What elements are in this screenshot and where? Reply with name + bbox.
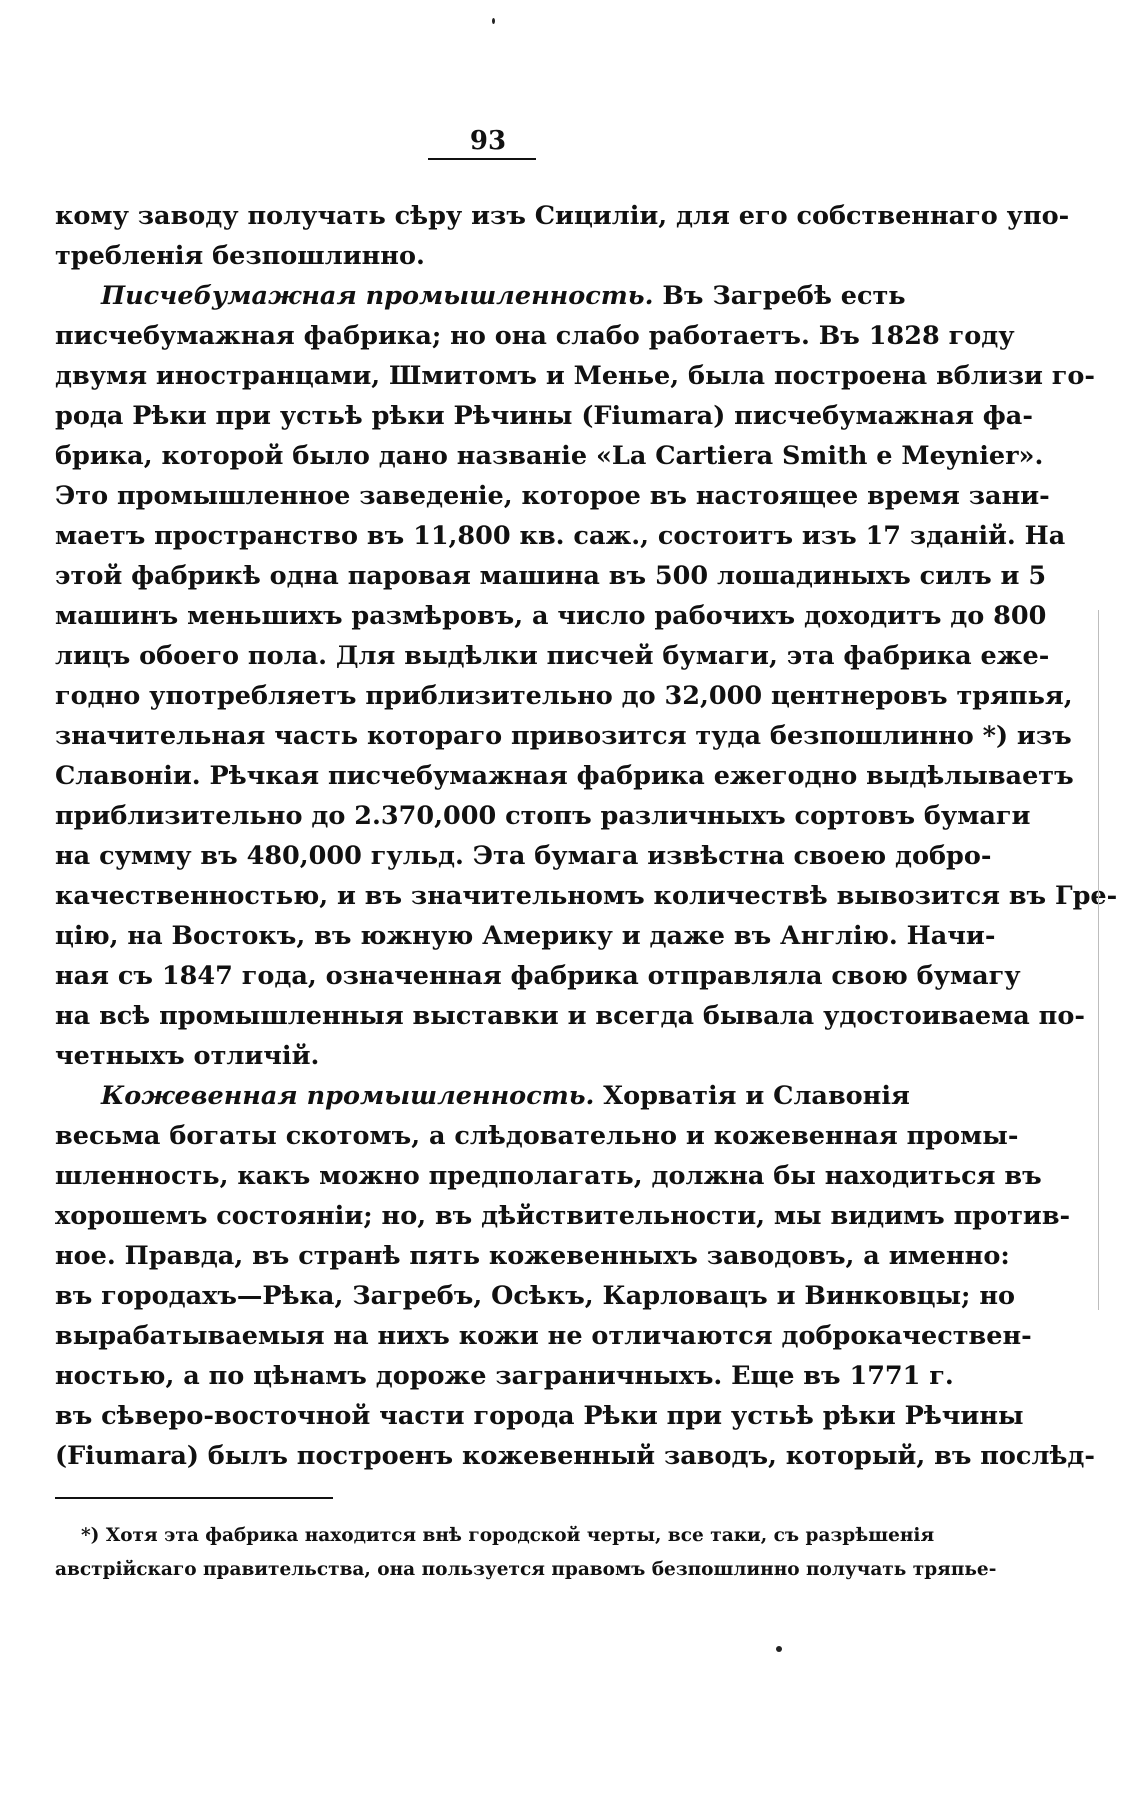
text-line <box>55 796 1031 836</box>
text-line <box>55 1236 1010 1276</box>
text-line-content: на сумму въ 480,000 гульд. Эта бумага извѣстна своею добро- <box>55 841 992 871</box>
text-line <box>55 1436 1095 1476</box>
header-rule <box>428 158 536 160</box>
text-line-content: шленность, какъ можно предполагать, должна бы находиться въ <box>55 1161 1042 1191</box>
section-heading-leather-industry: Кожевенная промышленность. <box>101 1081 595 1111</box>
text-line <box>55 716 1072 756</box>
text-line <box>55 1036 877 1076</box>
text-line-content: четныхъ отличій. <box>55 1041 320 1071</box>
text-line <box>55 396 1033 436</box>
section-heading-paper-industry: Писчебумажная промышленность. <box>101 281 654 311</box>
footnote-line: *) Хотя эта фабрика находится внѣ городской черты, все таки, съ разрѣшенія <box>81 1525 935 1546</box>
text-line-content: на всѣ промышленныя выставки и всегда бывала удостоиваема по- <box>55 1001 1085 1031</box>
text-line <box>55 516 1066 556</box>
scan-speck <box>776 1646 782 1652</box>
text-line-content: Хорватія и Славонія <box>594 1081 910 1111</box>
text-line-content: ностью, а по цѣнамъ дороже заграничныхъ. Еще въ 1771 г. <box>55 1361 954 1391</box>
text-line <box>55 956 1021 996</box>
text-line-content: кому заводу получать сѣру изъ Сициліи, для его собственнаго упо- <box>55 201 1070 231</box>
text-line <box>55 1156 1042 1196</box>
text-line-content: рода Рѣки при устьѣ рѣки Рѣчины (Fiumara) писчебумажная фа- <box>55 401 1033 431</box>
text-line-content: Это промышленное заведеніе, которое въ настоящее время зани- <box>55 481 1050 511</box>
text-line <box>55 836 992 876</box>
text-line <box>55 556 1047 596</box>
text-line-content: въ сѣверо-восточной части города Рѣки при устьѣ рѣки Рѣчины <box>55 1401 1024 1431</box>
text-line <box>55 636 1050 676</box>
text-line-content: годно употребляетъ приблизительно до 32,000 центнеровъ тряпья, <box>55 681 1073 711</box>
text-line <box>55 1356 954 1396</box>
text-line-content: двумя иностранцами, Шмитомъ и Менье, была построена вблизи го- <box>55 361 1095 391</box>
text-line <box>55 916 996 956</box>
scan-speck <box>492 18 495 24</box>
text-line <box>55 996 1085 1036</box>
text-line-content: весьма богаты скотомъ, а слѣдовательно и кожевенная промы- <box>55 1121 1019 1151</box>
text-line-content: писчебумажная фабрика; но она слабо работаетъ. Въ 1828 году <box>55 321 1015 351</box>
text-line-content: брика, которой было дано названіе «La Cartiera Smith e Meynier». <box>55 441 1044 471</box>
page-number: 93 <box>469 126 507 156</box>
text-line-content: машинъ меньшихъ размѣровъ, а число рабочихъ доходитъ до 800 <box>55 601 1047 631</box>
text-line-content: требленія безпошлинно. <box>55 241 425 271</box>
text-line <box>55 1276 1016 1316</box>
text-line-content: цію, на Востокъ, въ южную Америку и даже въ Англію. Начи- <box>55 921 996 951</box>
section-heading-line <box>55 276 906 316</box>
text-line-content: значительная часть котораго привозится туда безпошлинно *) изъ <box>55 721 1072 751</box>
footnote-line: австрійскаго правительства, она пользуется правомъ безпошлинно получать тряпье- <box>55 1559 997 1580</box>
text-line-content: вырабатываемыя на нихъ кожи не отличаются доброкачествен- <box>55 1321 1032 1351</box>
footnote-rule <box>55 1497 333 1499</box>
text-line-content: въ городахъ—Рѣка, Загребъ, Осѣкъ, Карловацъ и Винковцы; но <box>55 1281 1016 1311</box>
text-line <box>55 236 877 276</box>
text-line <box>55 356 1095 396</box>
text-line-content: (Fiumara) былъ построенъ кожевенный заводъ, который, въ послѣд- <box>55 1441 1095 1471</box>
text-line-content: качественностью, и въ значительномъ количествѣ вывозится въ Гре- <box>55 881 1118 911</box>
text-line <box>55 1196 1071 1236</box>
text-line <box>55 476 1050 516</box>
text-line <box>55 1316 1032 1356</box>
text-line <box>55 436 1044 476</box>
text-line-content: ное. Правда, въ странѣ пять кожевенныхъ заводовъ, а именно: <box>55 1241 1010 1271</box>
main-text <box>55 196 1118 1476</box>
text-line-content: Славоніи. Рѣчкая писчебумажная фабрика ежегодно выдѣлываетъ <box>55 761 1074 791</box>
text-line-content: приблизительно до 2.370,000 стопъ различныхъ сортовъ бумаги <box>55 801 1031 831</box>
text-line <box>55 876 1118 916</box>
scan-margin-line <box>1098 610 1099 1310</box>
text-line <box>55 1396 1024 1436</box>
section-heading-line <box>55 1076 910 1116</box>
text-line <box>55 596 1047 636</box>
text-line-content: лицъ обоего пола. Для выдѣлки писчей бумаги, эта фабрика еже- <box>55 641 1050 671</box>
text-line-content: маетъ пространство въ 11,800 кв. саж., состоитъ изъ 17 зданій. На <box>55 521 1066 551</box>
text-line <box>55 676 1073 716</box>
text-line <box>55 756 1074 796</box>
text-line <box>55 196 1070 236</box>
text-line <box>55 316 1015 356</box>
text-line <box>55 1116 1019 1156</box>
text-line-content: Въ Загребѣ есть <box>653 281 906 311</box>
text-line-content: этой фабрикѣ одна паровая машина въ 500 лошадиныхъ силъ и 5 <box>55 561 1047 591</box>
footnote <box>55 1519 997 1587</box>
text-line-content: хорошемъ состояніи; но, въ дѣйствительности, мы видимъ против- <box>55 1201 1071 1231</box>
text-line-content: ная съ 1847 года, означенная фабрика отправляла свою бумагу <box>55 961 1021 991</box>
